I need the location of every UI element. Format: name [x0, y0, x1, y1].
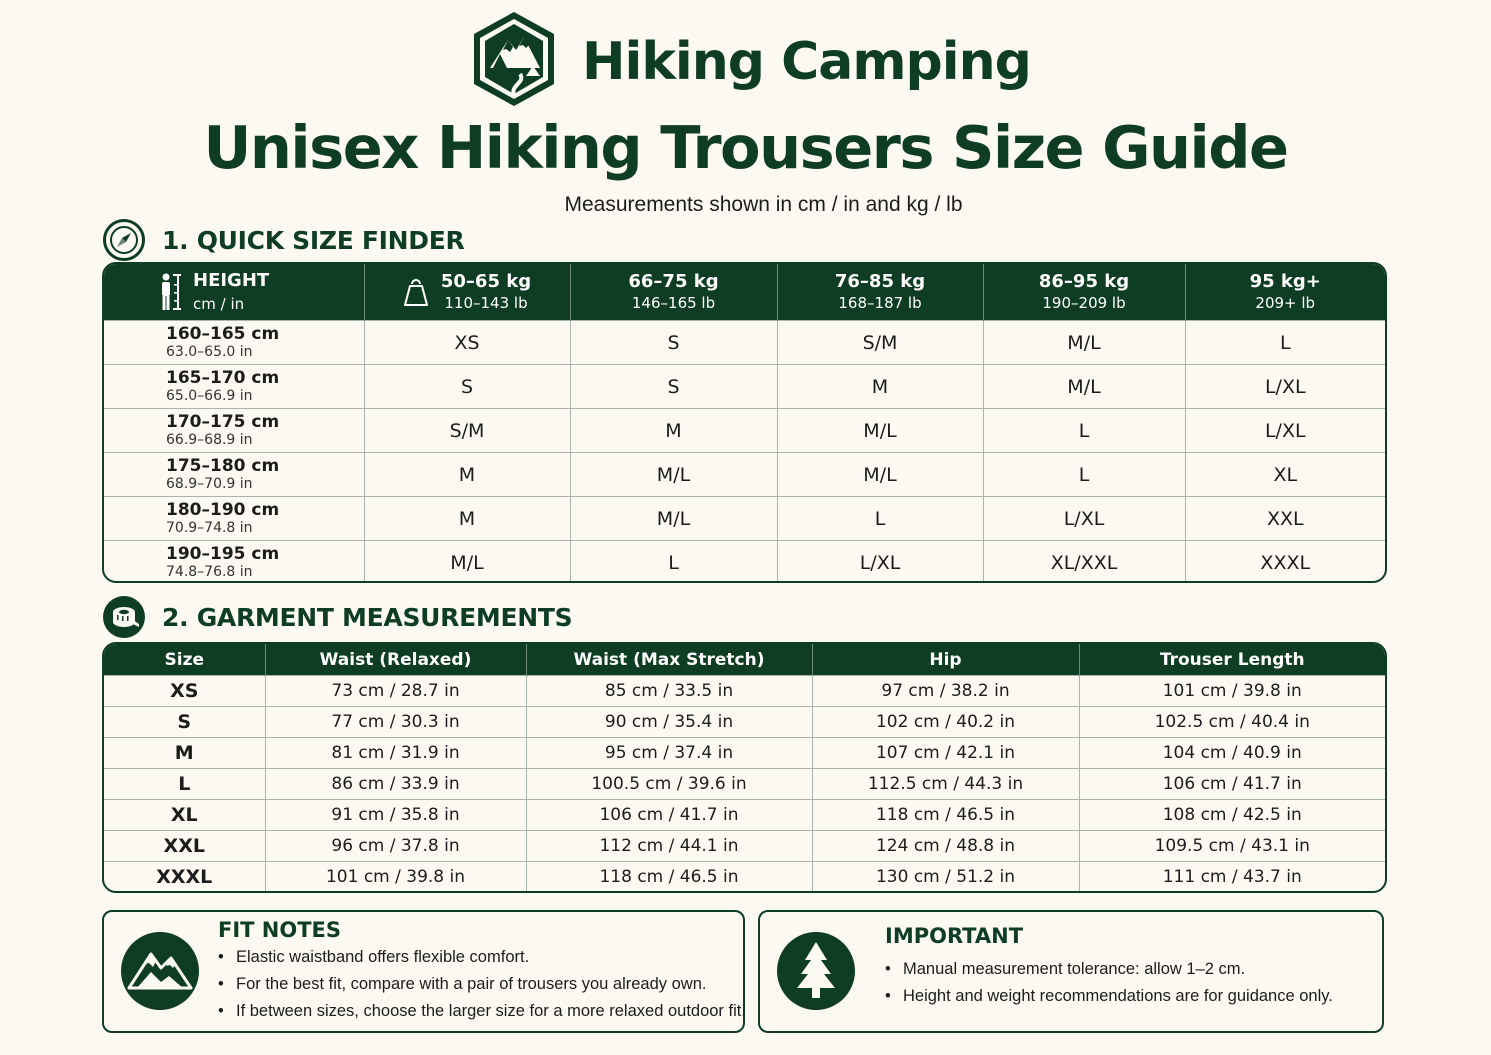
measurement-cell: 118 cm / 46.5 in [812, 800, 1079, 831]
height-range-cell [104, 365, 364, 409]
weight-column-header [364, 264, 570, 321]
measurement-cell: 81 cm / 31.9 in [265, 738, 526, 769]
height-column-header [104, 264, 364, 321]
measurement-cell: 85 cm / 33.5 in [526, 676, 812, 707]
weight-kg: 50–65 kg [440, 271, 532, 292]
important-box [758, 910, 1384, 1033]
measurement-cell: 91 cm / 35.8 in [265, 800, 526, 831]
recommended-size-cell: L [983, 453, 1185, 497]
measurement-cell: 109.5 cm / 43.1 in [1079, 831, 1385, 862]
height-header-unit: cm / in [193, 295, 245, 313]
size-cell: XL [104, 800, 265, 831]
height-cm: 160–165 cm [166, 323, 280, 344]
recommended-size-cell: L/XL [983, 497, 1185, 541]
table-row [104, 738, 1385, 769]
recommended-size-cell: M [364, 453, 570, 497]
table-row [104, 541, 1385, 584]
height-range-cell [104, 409, 364, 453]
measurement-cell: 107 cm / 42.1 in [812, 738, 1079, 769]
size-finder-header-row [104, 264, 1385, 321]
weight-kg: 95 kg+ [1249, 271, 1321, 292]
size-cell: XXXL [104, 862, 265, 893]
recommended-size-cell: M/L [570, 453, 777, 497]
column-header: Trouser Length [1079, 644, 1385, 676]
weight-column-header [983, 264, 1185, 321]
recommended-size-cell: XS [364, 321, 570, 365]
recommended-size-cell: L [1185, 321, 1385, 365]
measurement-cell: 97 cm / 38.2 in [812, 676, 1079, 707]
height-range-cell [104, 321, 364, 365]
height-cm: 170–175 cm [166, 411, 280, 432]
recommended-size-cell: M/L [983, 365, 1185, 409]
height-in: 65.0–66.9 in [166, 387, 253, 404]
recommended-size-cell: L/XL [1185, 365, 1385, 409]
fit-notes-list [218, 944, 746, 1025]
height-in: 74.8–76.8 in [166, 563, 253, 580]
weight-lb: 168–187 lb [838, 294, 922, 312]
recommended-size-cell: L [777, 497, 983, 541]
height-ruler-icon [159, 272, 185, 312]
list-item: • If between sizes, choose the larger size for a more relaxed outdoor fit. [218, 998, 746, 1025]
weight-icon [403, 277, 429, 307]
measurement-cell: 118 cm / 46.5 in [526, 862, 812, 893]
recommended-size-cell: M/L [777, 453, 983, 497]
height-cm: 175–180 cm [166, 455, 280, 476]
height-in: 66.9–68.9 in [166, 431, 253, 448]
recommended-size-cell: L [570, 541, 777, 584]
weight-kg: 86–95 kg [1038, 271, 1130, 292]
table-row [104, 321, 1385, 365]
height-cm: 165–170 cm [166, 367, 280, 388]
measurement-cell: 108 cm / 42.5 in [1079, 800, 1385, 831]
measurement-cell: 112.5 cm / 44.3 in [812, 769, 1079, 800]
size-cell: S [104, 707, 265, 738]
table-row [104, 453, 1385, 497]
recommended-size-cell: M/L [364, 541, 570, 584]
brand-name: Hiking Camping [582, 32, 1031, 92]
weight-column-header [1185, 264, 1385, 321]
section-garment-measurements-title: 2. GARMENT MEASUREMENTS [162, 603, 573, 632]
table-row [104, 676, 1385, 707]
table-row [104, 769, 1385, 800]
size-cell: XXL [104, 831, 265, 862]
recommended-size-cell: XL/XXL [983, 541, 1185, 584]
measurement-cell: 111 cm / 43.7 in [1079, 862, 1385, 893]
important-list [885, 956, 1333, 1010]
weight-kg: 66–75 kg [628, 271, 719, 292]
page-title: Unisex Hiking Trousers Size Guide [203, 113, 1288, 182]
mountain-icon [121, 932, 199, 1010]
fit-notes-title: FIT NOTES [218, 918, 342, 942]
height-range-cell [104, 541, 364, 584]
recommended-size-cell: S/M [777, 321, 983, 365]
list-item: • Manual measurement tolerance: allow 1–2 cm. [885, 956, 1333, 983]
recommended-size-cell: XXXL [1185, 541, 1385, 584]
recommended-size-cell: L/XL [777, 541, 983, 584]
measurement-cell: 100.5 cm / 39.6 in [526, 769, 812, 800]
weight-column-header [570, 264, 777, 321]
column-header: Hip [812, 644, 1079, 676]
column-header: Waist (Relaxed) [265, 644, 526, 676]
compass-icon [103, 219, 145, 261]
table-row [104, 497, 1385, 541]
garment-measurements-table [102, 642, 1387, 893]
measurement-cell: 102.5 cm / 40.4 in [1079, 707, 1385, 738]
measurements-header-row [104, 644, 1385, 676]
list-item: • Height and weight recommendations are for guidance only. [885, 983, 1333, 1010]
weight-lb: 110–143 lb [444, 294, 528, 312]
recommended-size-cell: M/L [983, 321, 1185, 365]
height-in: 68.9–70.9 in [166, 475, 253, 492]
measurement-cell: 102 cm / 40.2 in [812, 707, 1079, 738]
recommended-size-cell: S [570, 365, 777, 409]
column-header: Size [104, 644, 265, 676]
measurement-cell: 124 cm / 48.8 in [812, 831, 1079, 862]
measurement-cell: 112 cm / 44.1 in [526, 831, 812, 862]
recommended-size-cell: L/XL [1185, 409, 1385, 453]
height-cm: 180–190 cm [166, 499, 280, 520]
section-quick-size-finder-title: 1. QUICK SIZE FINDER [162, 226, 465, 255]
weight-kg: 76–85 kg [834, 271, 926, 292]
weight-column-header [777, 264, 983, 321]
measurement-cell: 106 cm / 41.7 in [526, 800, 812, 831]
size-cell: M [104, 738, 265, 769]
height-range-cell [104, 453, 364, 497]
fit-notes-box [102, 910, 745, 1033]
table-row [104, 707, 1385, 738]
recommended-size-cell: M [777, 365, 983, 409]
list-item: • Elastic waistband offers flexible comfort. [218, 944, 746, 971]
recommended-size-cell: XXL [1185, 497, 1385, 541]
recommended-size-cell: S/M [364, 409, 570, 453]
recommended-size-cell: M/L [777, 409, 983, 453]
height-cm: 190–195 cm [166, 543, 280, 564]
list-item: • For the best fit, compare with a pair of trousers you already own. [218, 971, 746, 998]
table-row [104, 800, 1385, 831]
height-range-cell [104, 497, 364, 541]
measurement-cell: 96 cm / 37.8 in [265, 831, 526, 862]
measurement-cell: 90 cm / 35.4 in [526, 707, 812, 738]
table-row [104, 365, 1385, 409]
recommended-size-cell: S [570, 321, 777, 365]
measurement-cell: 106 cm / 41.7 in [1079, 769, 1385, 800]
column-header: Waist (Max Stretch) [526, 644, 812, 676]
height-header-label: HEIGHT [193, 270, 270, 291]
pine-tree-icon [777, 932, 855, 1010]
measurement-cell: 73 cm / 28.7 in [265, 676, 526, 707]
weight-lb: 146–165 lb [631, 294, 716, 312]
measurement-cell: 101 cm / 39.8 in [265, 862, 526, 893]
quick-size-finder-table [102, 262, 1387, 583]
recommended-size-cell: M [570, 409, 777, 453]
weight-lb: 209+ lb [1255, 294, 1316, 312]
brand-header [470, 10, 1030, 110]
measurement-cell: 130 cm / 51.2 in [812, 862, 1079, 893]
size-cell: L [104, 769, 265, 800]
measurement-cell: 77 cm / 30.3 in [265, 707, 526, 738]
recommended-size-cell: XL [1185, 453, 1385, 497]
measurement-cell: 86 cm / 33.9 in [265, 769, 526, 800]
table-row [104, 862, 1385, 893]
recommended-size-cell: M [364, 497, 570, 541]
recommended-size-cell: S [364, 365, 570, 409]
table-row [104, 409, 1385, 453]
recommended-size-cell: L [983, 409, 1185, 453]
table-row [104, 831, 1385, 862]
size-cell: XS [104, 676, 265, 707]
tape-measure-icon [103, 596, 145, 638]
important-title: IMPORTANT [885, 924, 1024, 948]
mountain-tent-logo [470, 10, 558, 108]
weight-lb: 190–209 lb [1042, 294, 1126, 312]
measurement-cell: 101 cm / 39.8 in [1079, 676, 1385, 707]
height-in: 70.9–74.8 in [166, 519, 253, 536]
page-subtitle: Measurements shown in cm / in and kg / lb [564, 193, 963, 216]
measurement-cell: 95 cm / 37.4 in [526, 738, 812, 769]
recommended-size-cell: M/L [570, 497, 777, 541]
height-in: 63.0–65.0 in [166, 343, 253, 360]
measurement-cell: 104 cm / 40.9 in [1079, 738, 1385, 769]
